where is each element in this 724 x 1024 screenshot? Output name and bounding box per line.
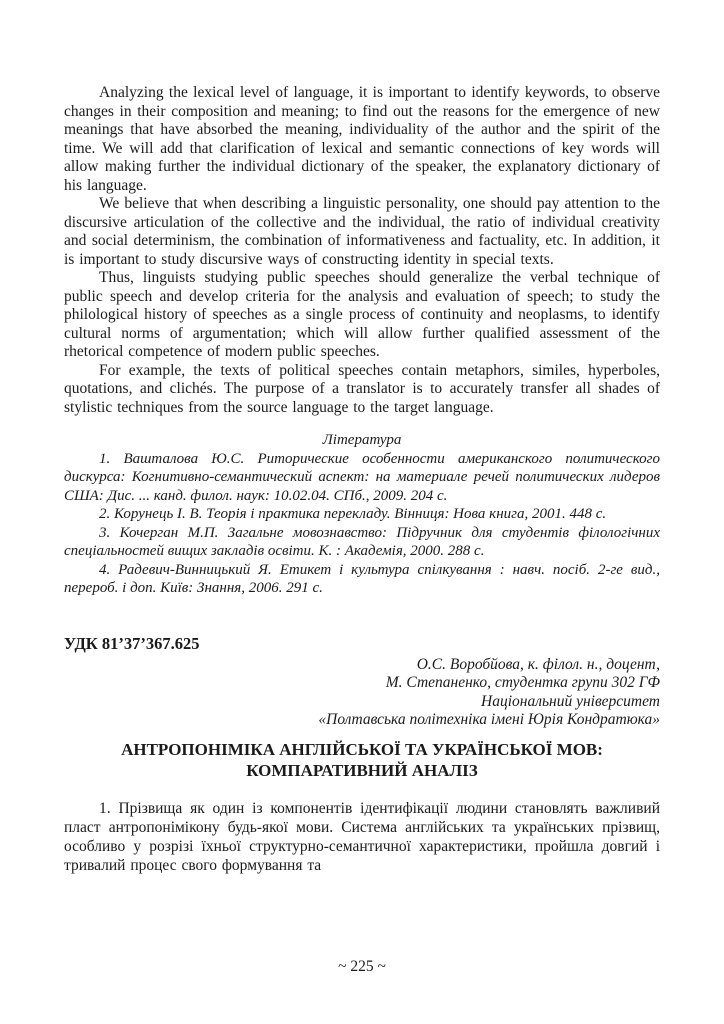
reference-item-1: 1. Вашталова Ю.С. Риторические особенности американского политического дискурса: Когнитивно-семантический аспект: на материале речей политических лидеров США: Дис. ... канд. филол. наук: 10.02.04. СПб., 2009. 204 с. (64, 450, 660, 504)
author-line-4: «Полтавська політехніка імені Юрія Кондратюка» (318, 711, 660, 728)
reference-item-2: 2. Корунець І. В. Теорія і практика перекладу. Вінниця: Нова книга, 2001. 448 с. (99, 506, 607, 522)
english-paragraph-4: For example, the texts of political speeches contain metaphors, similes, hyperboles, quotations, and clichés. The purpose of a translator is to accurately transfer all shades of stylistic techniques from the source language to the target language. (64, 361, 660, 416)
udc-code: УДК 81’37’367.625 (64, 633, 200, 653)
author-line-1: О.С. Воробйова, к. філол. н., доцент, (416, 655, 660, 673)
page-content (64, 84, 660, 876)
reference-item-4: 4. Радевич-Винницький Я. Етикет і культура спілкування : навч. посіб. 2-ге вид., перероб. і доп. Київ: Знання, 2006. 291 с. (64, 561, 660, 596)
literature-heading: Література (322, 432, 402, 448)
literature-section (64, 431, 660, 598)
english-paragraph-3: Thus, linguists studying public speeches should generalize the verbal technique of public speech and develop criteria for the analysis and evaluation of speech; to study the philological history of speeches as a single process of continuity and neoplasms, to identify cultural norms of argumentation; which will allow further qualified assessment of the rhetorical competence of modern public speeches. (64, 269, 660, 360)
english-paragraph-1: Analyzing the lexical level of language, it is important to identify keywords, to observe changes in their composition and meaning; to find out the reasons for the emergence of new meanings that have absorbed the meaning, individuality of the author and the spirit of the time. We will add that clarification of lexical and semantic connections of key words will allow making further the individual dictionary of the speaker, the explanatory dictionary of his language. (64, 84, 660, 194)
ukrainian-opening-paragraph: 1. Прізвища як один із компонентів ідентифікації людини становлять важливий пласт антропонімікону будь-якої мови. Система англійських та українських прізвищ, особливо у розрізі їхньої структурно-семантичної характеристики, пройшла довгий і тривалий процес свого формування та (64, 799, 660, 875)
author-line-2: М. Степаненко, студентка групи 302 ГФ (385, 674, 660, 691)
author-line-3: Національний університет (481, 692, 660, 710)
reference-item-3: 3. Кочерган М.П. Загальне мовознавство: Підручник для студентів філологічних спеціальностей вищих закладів освіти. К. : Академія, 2000. 288 с. (64, 524, 660, 559)
english-paragraph-2: We believe that when describing a linguistic personality, one should pay attention to the discursive articulation of the collective and the individual, the ratio of individual creativity and social determinism, the combination of informativeness and factuality, etc. In addition, it is important to study discursive ways of constructing identity in special texts. (64, 195, 660, 268)
next-article-header (64, 634, 660, 781)
page-number: ~ 225 ~ (338, 958, 386, 975)
authors-block (64, 656, 660, 730)
article-title: АНТРОПОНІМІКА АНГЛІЙСЬКОЇ ТА УКРАЇНСЬКОЇ МОВ: КОМПАРАТИВНИЙ АНАЛІЗ (121, 739, 603, 780)
